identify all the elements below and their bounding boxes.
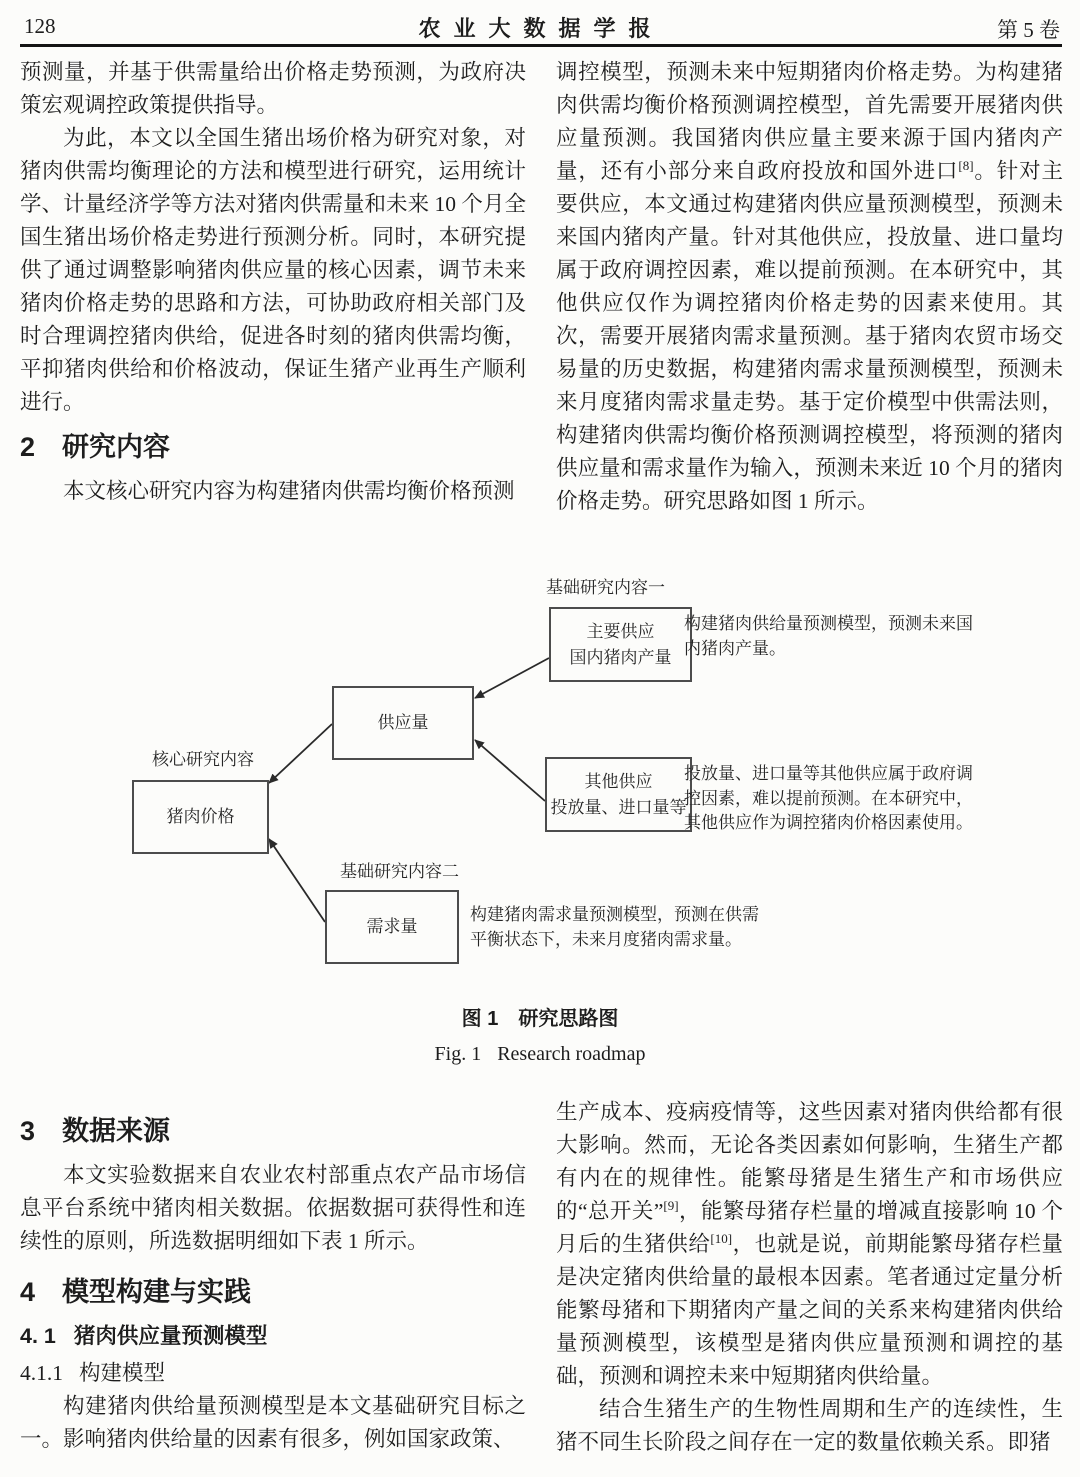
figure-caption-en (0, 1043, 1080, 1066)
figure-label-core: 核心研究内容 (152, 750, 254, 769)
subsection-title: 猪肉供应量预测模型 (73, 1324, 268, 1348)
right-column-top (556, 56, 1063, 518)
journal-title: 农业大数据学报 (418, 16, 664, 41)
figure-label-basic1: 基础研究内容一 (546, 578, 665, 597)
figure-annotation-other-supply: 投放量、进口量等其他供应属于政府调控因素，难以提前预测。在本研究中，其他供应作为调控猪肉价格因素使用。 (684, 764, 973, 832)
figure-research-roadmap (0, 565, 1080, 997)
paragraph: 本文核心研究内容为构建猪肉供需均衡价格预测 (63, 479, 515, 503)
figure-box-supply-label: 供应量 (377, 713, 429, 732)
section-heading-3 (20, 1112, 526, 1150)
paragraph: 本文实验数据来自农业农村部重点农产品市场信息平台系统中猪肉相关数据。依据数据可获得性和连续性的原则，所选数据明细如下表 1 所示。 (20, 1163, 526, 1253)
paragraph: 为此，本文以全国生猪出场价格为研究对象，对猪肉供需均衡理论的方法和模型进行研究，运用统计学、计量经济学等方法对猪肉供需量和未来 10 个月全国生猪出场价格走势进行预测分析。同时，本研究提供了通过调整影响猪肉供应量的核心因素，调节未来猪肉价格走势的思路和方法，可协助政府相关部门及时合理调控猪肉供给，促进各时刻的猪肉供需均衡，平抑猪肉供给和价格波动，保证生猪产业再生产顺利进行。 (20, 126, 526, 414)
citation-ref-8: [8] (958, 157, 974, 173)
paragraph-text: ，能繁母猪存栏量的增减直接影响 10 个月后的生猪供给 (556, 1199, 1063, 1256)
citation-ref-9: [9] (663, 1197, 679, 1213)
paragraph-text: 。针对主要供应，本文通过构建猪肉供应量预测模型，预测未来国内猪肉产量。针对其他供应，投放量、进口量均属于政府调控因素，难以提前预测。在本研究中，其他供应仅作为调控猪肉价格走势的因素来使用。其次，需要开展猪肉需求量预测。基于猪肉农贸市场交易量的历史数据，构建猪肉需求量预测模型，预测未来月度猪肉需求量走势。基于定价模型中供需法则，构建猪肉供需均衡价格预测调控模型，将预测的猪肉供应量和需求量作为输入，预测未来近 10 个月的猪肉价格走势。研究思路如图 1 所示。 (556, 159, 1063, 513)
figure-caption (0, 1002, 1080, 1066)
figure-box-other-supply (545, 757, 692, 832)
paragraph (556, 1096, 1063, 1393)
section-number: 2 (20, 432, 36, 462)
volume-label: 第 5 卷 (997, 18, 1060, 42)
paragraph (556, 56, 1063, 518)
figure-box-pork-price-label: 猪肉价格 (166, 807, 235, 826)
subsection-heading-4-1-1 (20, 1357, 526, 1390)
left-column-top (20, 56, 526, 508)
figure-caption-en-label: Fig. 1 (434, 1043, 482, 1065)
figure-box-demand (325, 890, 459, 964)
arrow-supply-to-price (269, 724, 332, 783)
figure-box-main-supply-line2: 国内猪肉产量 (569, 647, 672, 667)
figure-caption-zh (0, 1002, 1080, 1031)
section-heading-2 (20, 428, 526, 466)
section-title: 模型构建与实践 (62, 1277, 252, 1307)
paragraph: 预测量，并基于供需量给出价格走势预测，为政府决策宏观调控政策提供指导。 (20, 60, 526, 117)
figure-annotation-demand: 构建猪肉需求量预测模型，预测在供需平衡状态下，未来月度猪肉需求量。 (470, 905, 759, 949)
figure-box-main-supply (549, 607, 692, 682)
figure-box-supply (332, 686, 474, 760)
paragraph: 结合生猪生产的生物性周期和生产的连续性，生猪不同生长阶段之间存在一定的数量依赖关系。即猪 (556, 1397, 1063, 1454)
figure-box-other-supply-line1: 其他供应 (584, 771, 653, 791)
paragraph-text: ，也就是说，前期能繁母猪存栏量是决定猪肉供给量的最根本因素。笔者通过定量分析能繁母猪和下期猪肉产量之间的关系来构建猪肉供给量预测模型，该模型是猪肉供应量预测和调控的基础，预测和调控未来中短期猪肉供给量。 (556, 1232, 1063, 1388)
arrow-demand-to-price (269, 839, 325, 922)
arrow-other-supply-to-supply (475, 740, 545, 801)
subsection-heading-4-1 (20, 1320, 526, 1353)
figure-caption-zh-label: 图 1 (461, 1008, 499, 1030)
subsection-number: 4. 1 (20, 1324, 56, 1348)
section-title: 数据来源 (62, 1116, 171, 1146)
figure-box-demand-label: 需求量 (366, 917, 418, 936)
section-number: 4 (20, 1277, 36, 1307)
figure-box-pork-price (132, 780, 269, 854)
figure-caption-zh-title: 研究思路图 (518, 1008, 619, 1030)
section-number: 3 (20, 1116, 36, 1146)
header-rule (20, 44, 1062, 47)
figure-box-other-supply-line2: 投放量、进口量等 (550, 797, 687, 817)
figure-box-main-supply-line1: 主要供应 (586, 621, 655, 641)
page-number: 128 (24, 14, 56, 38)
citation-ref-10: [10] (710, 1230, 733, 1246)
figure-label-basic2: 基础研究内容二 (340, 862, 459, 881)
figure-caption-en-title: Research roadmap (497, 1043, 646, 1065)
section-heading-4 (20, 1273, 526, 1311)
paragraph-text: 调控模型，预测未来中短期猪肉价格走势。为构建猪肉供需均衡价格预测调控模型，首先需要开展猪肉供应量预测。我国猪肉供应量主要来源于国内猪肉产量，还有小部分来自政府投放和国外进口 (556, 60, 1063, 183)
right-column-bottom (556, 1096, 1063, 1459)
page-header (20, 8, 1062, 42)
paragraph: 构建猪肉供给量预测模型是本文基础研究目标之一。影响猪肉供给量的因素有很多，例如国家政策、 (20, 1394, 526, 1451)
subsection-number: 4.1.1 (20, 1361, 63, 1385)
figure-annotation-main-supply: 构建猪肉供给量预测模型，预测未来国内猪肉产量。 (684, 614, 973, 658)
paragraph-text: 生产成本、疫病疫情等，这些因素对猪肉供给都有很大影响。然而，无论各类因素如何影响，生猪生产都有内在的规律性。能繁母猪是生猪生产和市场供应的“总开关” (556, 1100, 1063, 1223)
left-column-bottom (20, 1112, 526, 1456)
arrow-main-supply-to-supply (475, 658, 549, 698)
subsection-title: 构建模型 (79, 1361, 166, 1385)
section-title: 研究内容 (62, 432, 171, 462)
